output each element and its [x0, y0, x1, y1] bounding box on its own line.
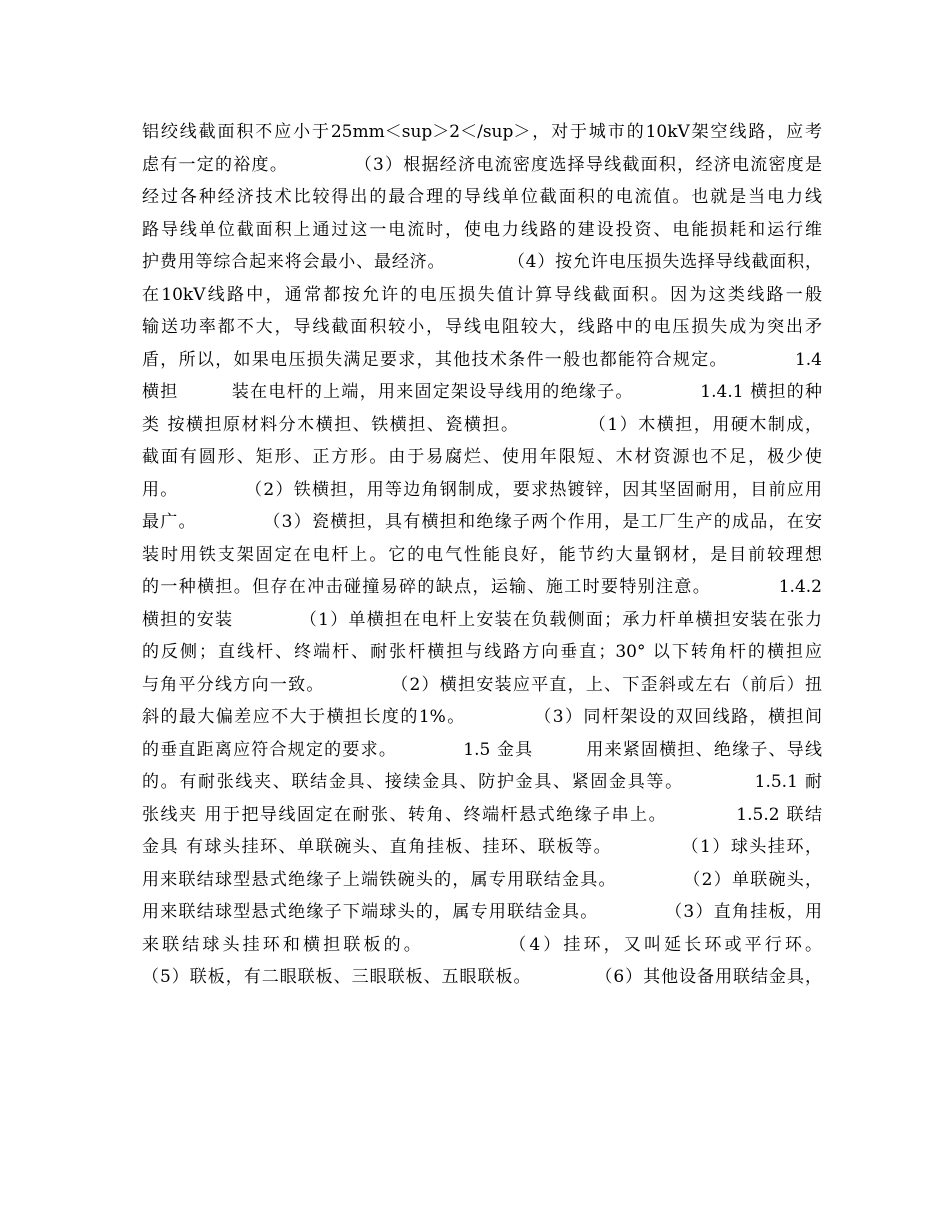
text-line: 用来联结球型悬式绝缘子下端球头的，属专用联结金具。 （3）直角挂板，用 [142, 902, 822, 922]
text-line: 横担 装在电杆的上端，用来固定架设导线用的绝缘子。 1.4.1 横担的种 [142, 382, 822, 402]
text-line: 装时用铁支架固定在电杆上。它的电气性能良好，能节约大量钢材，是目前较理想 [142, 544, 822, 565]
text-line: 的垂直距离应符合规定的要求。 1.5 金具 用来紧固横担、绝缘子、导线 [142, 739, 822, 760]
text-line: 用。 （2）铁横担，用等边角钢制成，要求热镀锌，因其坚固耐用，目前应用 [142, 479, 822, 500]
text-line: 用来联结球型悬式绝缘子上端铁碗头的，属专用联结金具。 （2）单联碗头， [142, 869, 822, 890]
text-line: 在10kV线路中，通常都按允许的电压损失值计算导线截面积。因为这类线路一般 [142, 284, 822, 305]
text-line: 经过各种经济技术比较得出的最合理的导线单位截面积的电流值。也就是当电力线 [142, 187, 822, 207]
text-line: 路导线单位截面积上通过这一电流时，使电力线路的建设投资、电能损耗和运行维 [142, 219, 822, 240]
text-line: 护费用等综合起来将会最小、最经济。 （4）按允许电压损失选择导线截面积， [142, 252, 822, 272]
text-line: 来联结球头挂环和横担联板的。 （4）挂环，又叫延长环或平行环。 [142, 934, 822, 955]
text-line: （5）联板，有二眼联板、三眼联板、五眼联板。 （6）其他设备用联结金具， [142, 967, 822, 987]
text-line: 盾，所以，如果电压损失满足要求，其他技术条件一般也都能符合规定。 1.4 [142, 349, 822, 370]
text-line: 金具 有球头挂环、单联碗头、直角挂板、挂环、联板等。 （1）球头挂环， [142, 837, 822, 857]
text-line: 截面有圆形、矩形、正方形。由于易腐烂、使用年限短、木材资源也不足，极少使 [142, 447, 822, 467]
text-line: 虑有一定的裕度。 （3）根据经济电流密度选择导线截面积，经济电流密度是 [142, 154, 822, 175]
text-line: 横担的安装 （1）单横担在电杆上安装在负载侧面；承力杆单横担安装在张力 [142, 609, 822, 630]
text-line: 与角平分线方向一致。 （2）横担安装应平直，上、下歪斜或左右（前后）扭 [142, 674, 822, 695]
text-line: 铝绞线截面积不应小于25mm＜sup＞2＜/sup＞，对于城市的10kV架空线路，应考 [142, 122, 822, 142]
body-text [142, 116, 822, 994]
text-line: 的一种横担。但存在冲击碰撞易碎的缺点，运输、施工时要特别注意。 1.4.2 [142, 577, 822, 597]
text-line: 的反侧；直线杆、终端杆、耐张杆横担与线路方向垂直；30° 以下转角杆的横担应 [142, 642, 822, 662]
text-line: 张线夹 用于把导线固定在耐张、转角、终端杆悬式绝缘子串上。 1.5.2 联结 [142, 804, 822, 825]
text-line: 类 按横担原材料分木横担、铁横担、瓷横担。 （1）木横担，用硬木制成， [142, 414, 822, 435]
text-line: 最广。 （3）瓷横担，具有横担和绝缘子两个作用，是工厂生产的成品，在安 [142, 512, 822, 532]
text-line: 斜的最大偏差应不大于横担长度的1%。 （3）同杆架设的双回线路，横担间 [142, 707, 822, 727]
text-line: 输送功率都不大，导线截面积较小，导线电阻较大，线路中的电压损失成为突出矛 [142, 317, 822, 337]
text-line: 的。有耐张线夹、联结金具、接续金具、防护金具、紧固金具等。 1.5.1 耐 [142, 772, 822, 792]
